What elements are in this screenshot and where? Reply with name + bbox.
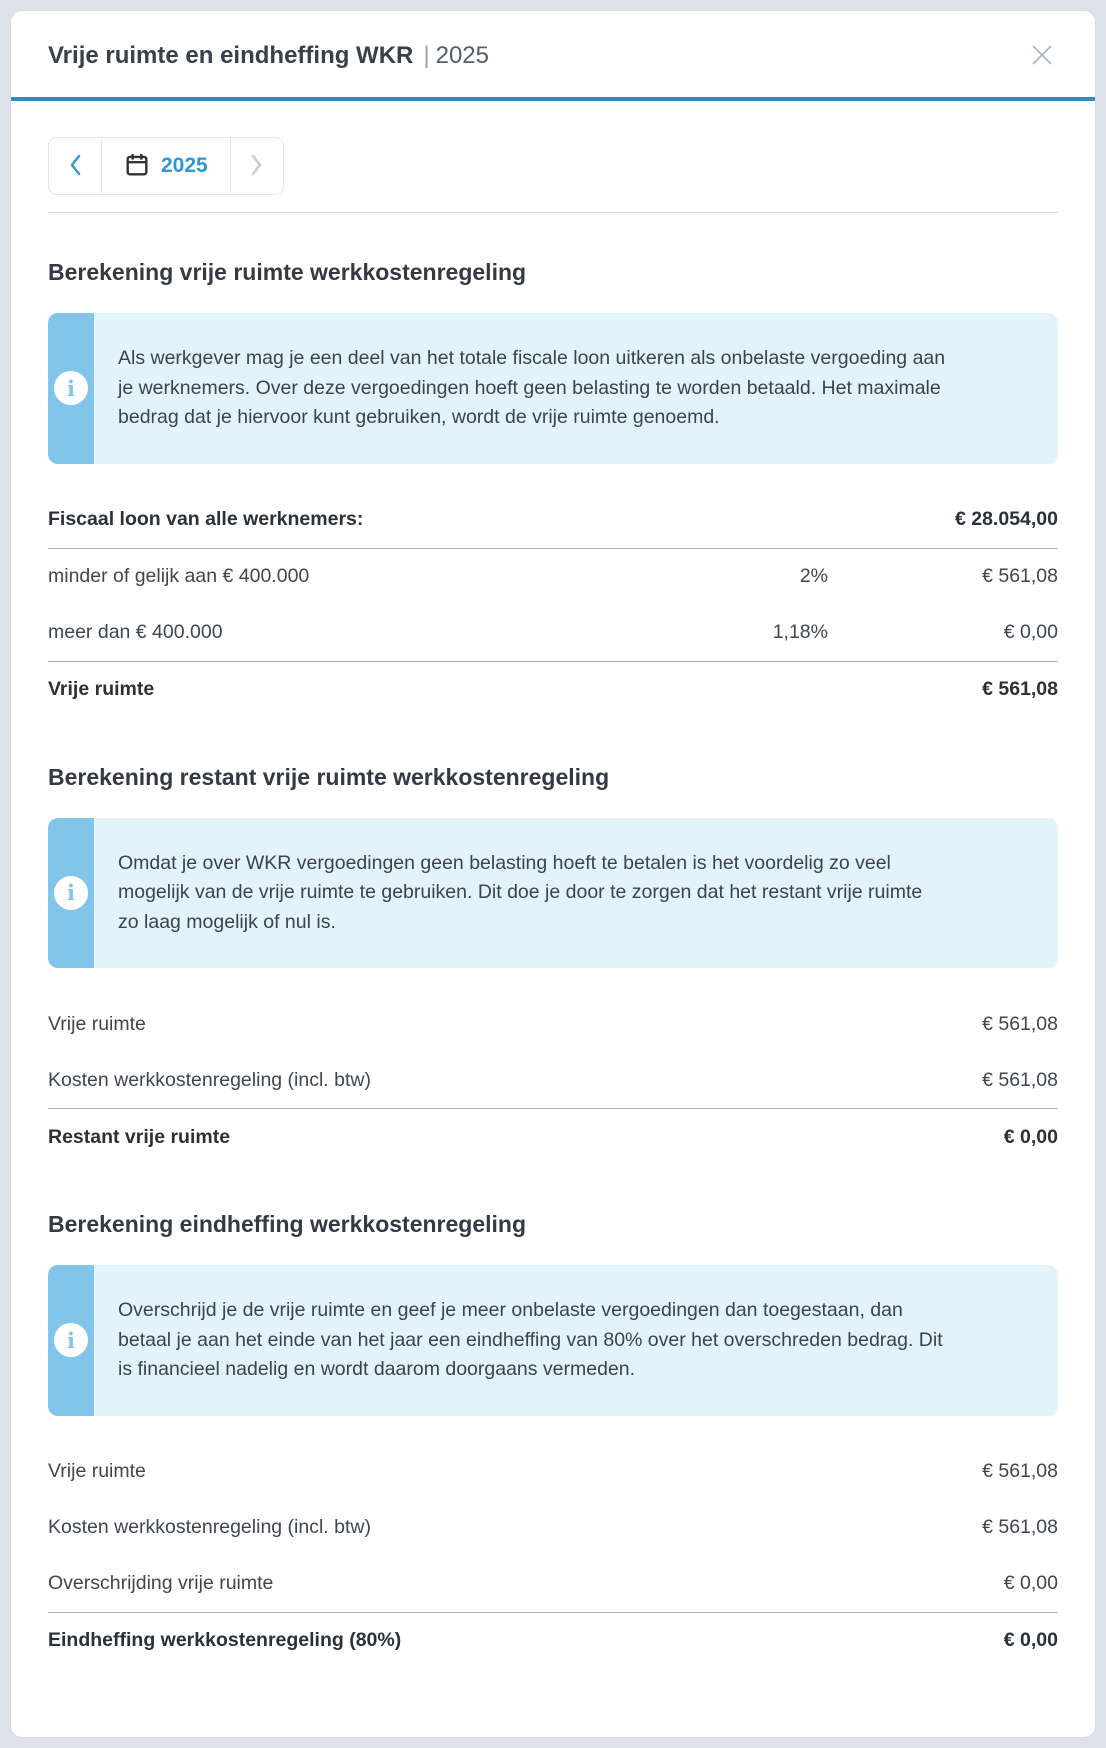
table-total-row [48,1109,1058,1165]
row-amount: € 561,08 [982,1516,1058,1538]
title-separator: | [423,42,430,69]
row-label: Vrije ruimte [48,678,155,700]
title-year: 2025 [435,42,489,69]
row-label: Vrije ruimte [48,1012,146,1035]
info-icon: i [54,876,88,910]
wkr-modal [10,10,1096,1738]
calc-table [48,1444,1058,1669]
page-title [48,39,489,73]
row-percent: 1,18% [772,621,828,643]
year-display-button[interactable] [101,138,231,194]
info-box [48,313,1058,464]
row-amount: € 561,08 [982,1460,1058,1482]
row-amount: € 28.054,00 [954,508,1058,530]
row-label: Fiscaal loon van alle werknemers: [48,508,364,530]
table-row [48,996,1058,1052]
info-content [94,313,1058,464]
row-amount: € 561,08 [982,1068,1058,1091]
row-amount: € 561,08 [982,1012,1058,1035]
row-amount: € 561,08 [982,565,1058,587]
row-label: Kosten werkkostenregeling (incl. btw) [48,1516,371,1538]
info-strip [48,818,94,969]
info-strip [48,313,94,464]
year-nav [48,137,284,195]
row-label: Eindheffing werkkostenregeling (80%) [48,1629,402,1651]
info-icon: i [54,1323,88,1357]
row-amount: € 0,00 [1003,621,1058,643]
table-total-row [48,1613,1058,1669]
row-amount: € 0,00 [1003,1572,1058,1594]
chevron-right-icon [250,153,263,180]
info-text: Als werkgever mag je een deel van het totale fiscale loon uitkeren als onbelaste vergoeding aan je werknemers. Over deze vergoedingen hoeft geen belasting te worden betaald. Het maximale bedrag dat je hiervoor kunt gebruiken, wordt de vrije ruimte genoemd. [118,347,946,428]
year-next-button[interactable] [231,138,283,194]
info-strip [48,1265,94,1416]
section-heading: Berekening restant vrije ruimte werkkostenregeling [48,763,610,790]
info-box [48,818,1058,969]
row-label: Vrije ruimte [48,1460,146,1482]
calendar-icon [124,152,150,181]
table-row [48,1500,1058,1556]
info-icon: i [54,371,88,405]
table-row [48,1556,1058,1612]
row-amount: € 0,00 [1003,1125,1058,1148]
year-label: 2025 [161,154,208,177]
row-label: minder of gelijk aan € 400.000 [48,565,310,587]
modal-header [11,11,1095,101]
table-total-row [48,662,1058,718]
row-label: Kosten werkkostenregeling (incl. btw) [48,1068,371,1091]
info-text: Omdat je over WKR vergoedingen geen belasting hoeft te betalen is het voordelig zo veel mogelijk van de vrije ruimte te gebruiken. Dit doe je door te zorgen dat het restant vrije ruimte zo laag mogelijk of nul is. [118,851,923,933]
close-button[interactable] [1025,39,1059,73]
calc-table [48,492,1058,718]
modal-title: Vrije ruimte en eindheffing WKR [48,42,414,69]
row-label: Overschrijding vrije ruimte [48,1572,274,1594]
section-heading: Berekening eindheffing werkkostenregeling [48,1211,526,1237]
calc-table [48,996,1058,1165]
year-prev-button[interactable] [49,138,101,194]
table-row [48,492,1058,548]
chevron-left-icon [69,153,82,180]
row-amount: € 561,08 [982,678,1058,700]
section-heading: Berekening vrije ruimte werkkostenregeling [48,259,527,285]
info-text: Overschrijd je de vrije ruimte en geef je meer onbelaste vergoedingen dan toegestaan, dan betaal je aan het einde van het jaar een eindheffing van 80% over het overschreden bedrag. Dit is financieel nadelig en wordt daarom doorgaans vermeden. [118,1299,943,1380]
row-amount: € 0,00 [1003,1629,1058,1651]
info-content [94,1265,1058,1416]
row-label: Restant vrije ruimte [48,1125,231,1148]
row-percent: 2% [799,565,828,587]
header-separator [48,212,1058,213]
row-label: meer dan € 400.000 [48,621,223,643]
table-row [48,1444,1058,1500]
info-content [94,818,1058,969]
info-box [48,1265,1058,1416]
table-row [48,605,1058,661]
table-row [48,549,1058,605]
table-row [48,1052,1058,1108]
close-icon [1028,41,1056,72]
modal-body [11,101,1095,1689]
